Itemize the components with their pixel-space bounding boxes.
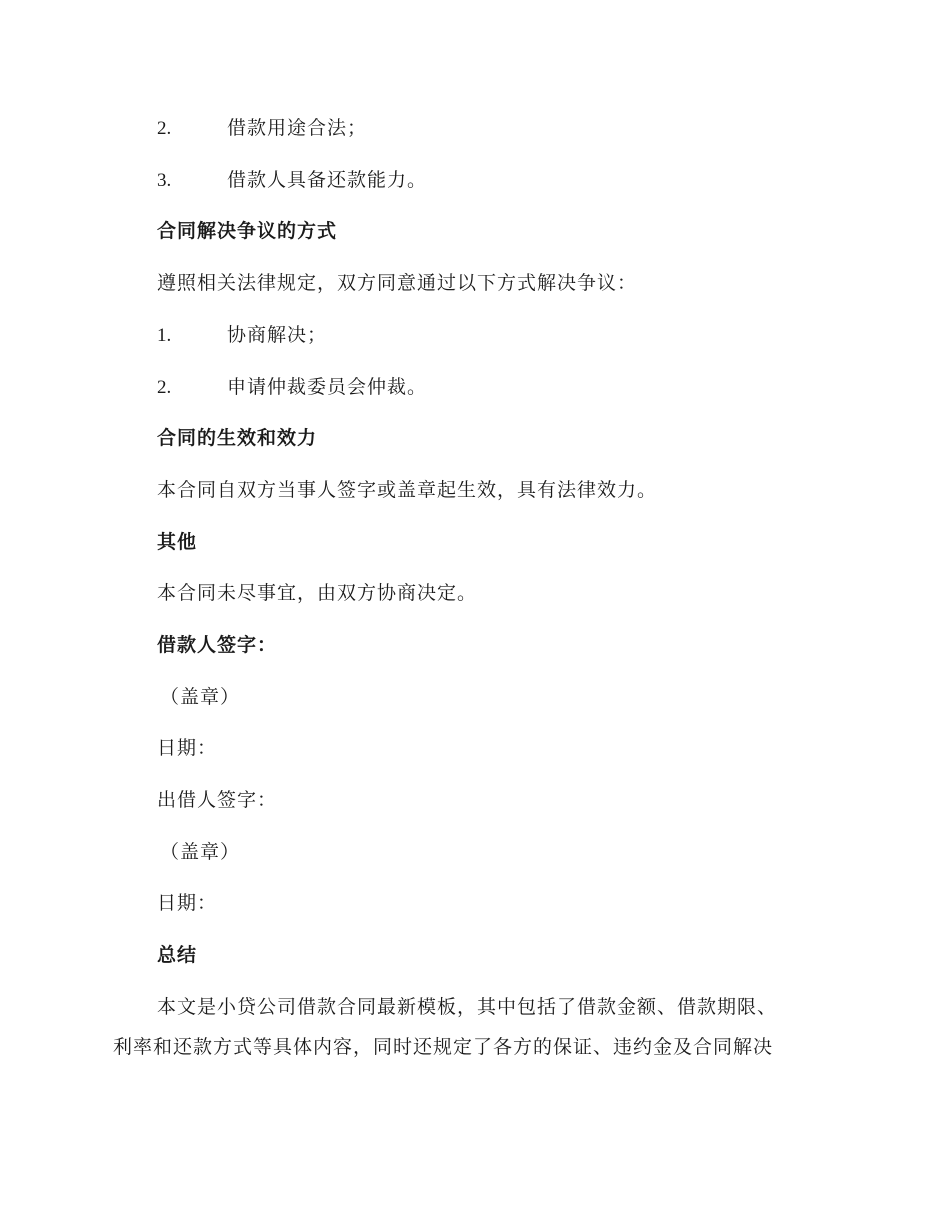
- list-text: 申请仲裁委员会仲裁。: [227, 376, 428, 398]
- summary-paragraph: [113, 987, 843, 1067]
- borrower-date: 日期：: [157, 737, 218, 759]
- list-number: 2.: [157, 377, 172, 398]
- other-text: 本合同未尽事宜，由双方协商决定。: [157, 582, 478, 604]
- section-heading-dispute: 合同解决争议的方式: [157, 220, 338, 242]
- summary-line: 利率和还款方式等具体内容，同时还规定了各方的保证、违约金及合同解决: [113, 1036, 774, 1058]
- lender-stamp: （盖章）: [160, 841, 241, 863]
- section-heading-effect: 合同的生效和效力: [157, 427, 318, 449]
- list-number: 2.: [157, 118, 172, 139]
- list-number: 1.: [157, 325, 172, 346]
- dispute-intro: 遵照相关法律规定，双方同意通过以下方式解决争议：: [157, 272, 638, 294]
- list-text: 协商解决；: [227, 324, 328, 346]
- list-item: [157, 374, 427, 401]
- lender-date: 日期：: [157, 892, 218, 914]
- list-text: 借款人具备还款能力。: [227, 169, 428, 191]
- effect-text: 本合同自双方当事人签字或盖章起生效，具有法律效力。: [157, 479, 658, 501]
- list-item: [157, 167, 427, 194]
- borrower-stamp: （盖章）: [160, 686, 241, 708]
- list-text: 借款用途合法；: [227, 117, 368, 139]
- section-heading-summary: 总结: [157, 944, 198, 966]
- section-heading-other: 其他: [157, 531, 198, 553]
- list-item: [157, 115, 367, 142]
- summary-line: 本文是小贷公司借款合同最新模板，其中包括了借款金额、借款期限、: [157, 996, 778, 1018]
- borrower-signature-heading: 借款人签字：: [157, 634, 278, 656]
- lender-signature-label: 出借人签字：: [157, 789, 278, 811]
- list-item: [157, 322, 327, 349]
- list-number: 3.: [157, 170, 172, 191]
